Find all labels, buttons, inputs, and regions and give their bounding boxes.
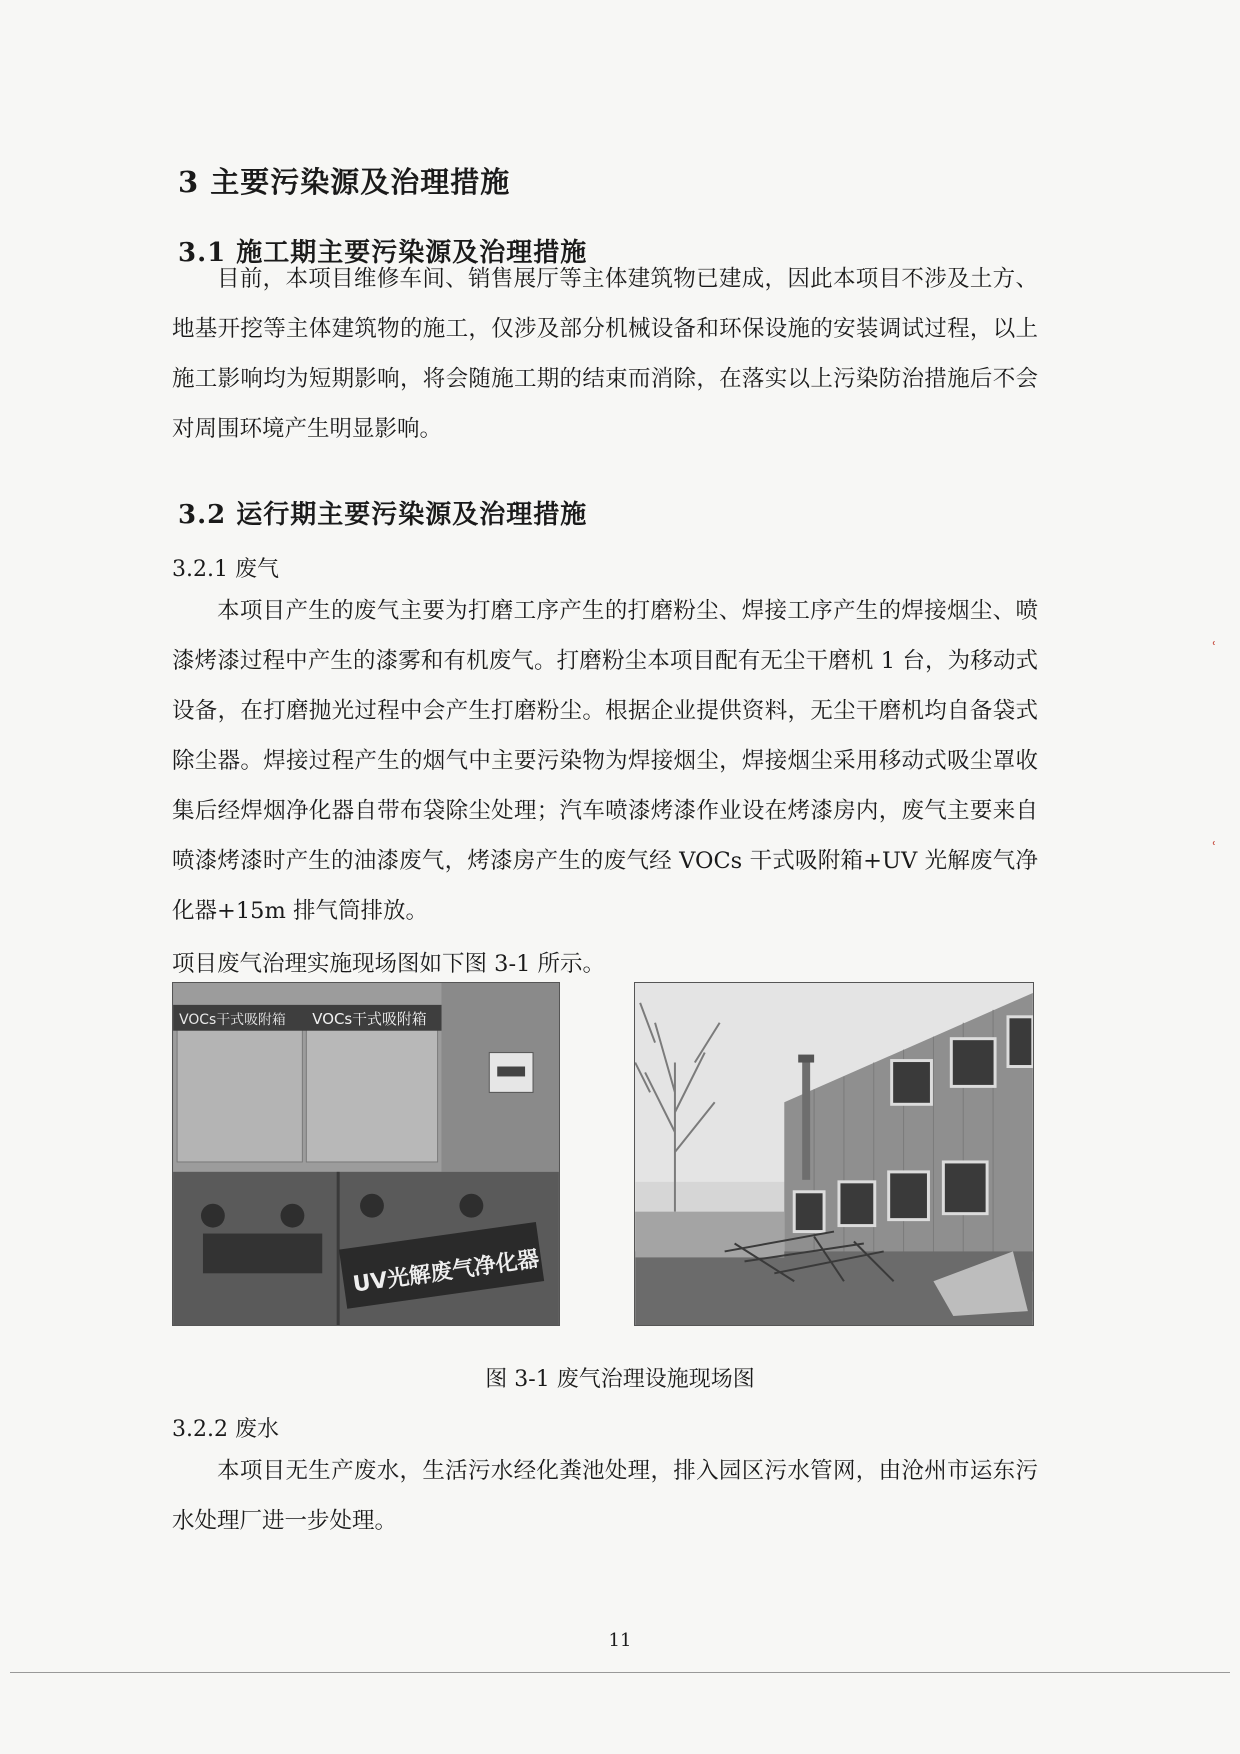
subsubsection-heading-3-2-2: 3.2.2 废水: [172, 1417, 279, 1442]
subsection-heading-3-2: 3.2 运行期主要污染源及治理措施: [178, 500, 588, 530]
paragraph-wastewater: 本项目无生产废水，生活污水经化粪池处理，排入园区污水管网，由沧州市运东污水处理厂进一步处理。: [172, 1458, 1038, 1534]
photo-exhaust-treatment-equipment: [172, 982, 560, 1326]
subsection-heading-3-1: 3.1 施工期主要污染源及治理措施: [178, 238, 588, 268]
subsubsection-heading-3-2-1: 3.2.1 废气: [172, 557, 279, 582]
footer-rule: [10, 1672, 1230, 1673]
page-number: 11: [608, 1630, 632, 1651]
photo-label-voc-box-2: VOCs干式吸附箱: [312, 1009, 427, 1028]
section-heading: 3 主要污染源及治理措施: [178, 165, 511, 199]
margin-mark-red: ʿ: [1212, 640, 1217, 656]
margin-mark-red-2: ʿ: [1212, 840, 1217, 856]
photo-building-exterior: [634, 982, 1034, 1326]
figure-caption: 图 3-1 废气治理设施现场图: [485, 1367, 755, 1392]
photo-label-voc-box-1: VOCs干式吸附箱: [179, 1011, 286, 1028]
photo-label-uv-purifier: UV光解废气净化器: [351, 1246, 541, 1298]
paragraph-exhaust-gas: 本项目产生的废气主要为打磨工序产生的打磨粉尘、焊接工序产生的焊接烟尘、喷漆烤漆过程中产生的漆雾和有机废气。打磨粉尘本项目配有无尘干磨机 1 台，为移动式设备，在打磨抛光过程中会产生打磨粉尘。根据企业提供资料，无尘干磨机均自备袋式除尘器。焊接过程产生的烟气中主要污染物为焊接烟尘，焊接烟尘采用移动式吸尘罩收集后经焊烟净化器自带布袋除尘处理；汽车喷漆烤漆作业设在烤漆房内，废气主要来自喷漆烤漆时产生的油漆废气，烤漆房产生的废气经 VOCs 干式吸附箱+UV 光解废气净化器+15m 排气筒排放。: [172, 598, 1038, 924]
figure-intro: 项目废气治理实施现场图如下图 3-1 所示。: [172, 951, 606, 977]
paragraph-construction: 目前，本项目维修车间、销售展厅等主体建筑物已建成，因此本项目不涉及土方、地基开挖等主体建筑物的施工，仅涉及部分机械设备和环保设施的安装调试过程，以上施工影响均为短期影响，将会随施工期的结束而消除，在落实以上污染防治措施后不会对周围环境产生明显影响。: [172, 266, 1038, 442]
